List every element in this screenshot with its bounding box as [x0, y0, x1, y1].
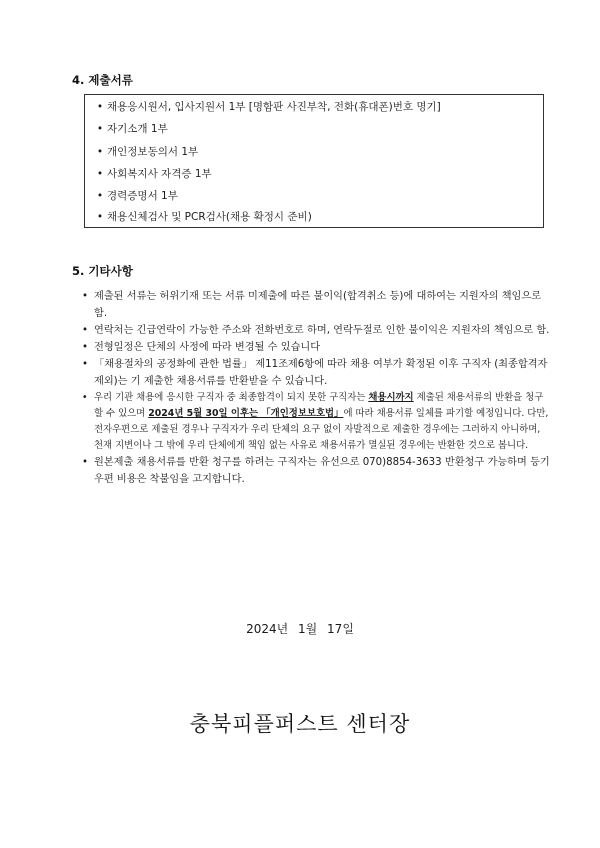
text-segment: 에 따라 채용서류 일체를 파기할 예정입니다. 다만, 전자우편으로 제출된 경우나 구직자가 우리 단체의 요구 없이 자발적으로 제출한 경우에는 그러하지 아니하며, 천재 지변이나 그 밖에 우리 단체에게 책임 없는 사유로 채용서류가 멸실된 경우에는 반환한 것으로 봅니다.	[94, 408, 549, 451]
section-4-title: 4. 제출서류	[72, 73, 133, 87]
highlight-until-hiring: 채용시까지	[368, 392, 414, 403]
document-item	[93, 99, 441, 114]
bullet-icon: •	[82, 359, 89, 370]
document-item-label: 개인정보동의서 1부	[107, 146, 199, 158]
list-item-text: 연락처는 긴급연락이 가능한 주소와 전화번호로 하며, 연락두절로 인한 불이익은 지원자의 책임으로 함.	[94, 325, 550, 336]
list-item	[82, 339, 552, 356]
document-item-label: 채용신체검사 및 PCR검사(채용 확정시 준비)	[107, 211, 312, 223]
list-item	[82, 288, 552, 322]
bullet-icon: •	[82, 457, 89, 468]
list-item-text: 원본제출 채용서류를 반환 청구를 하려는 구직자는 유선으로 070)8854-3633 반환청구 가능하며 등기우편 비용은 착불임을 고지합니다.	[94, 457, 550, 485]
bullet-icon: •	[96, 146, 104, 158]
document-item	[93, 188, 178, 203]
list-item-text	[94, 390, 552, 454]
document-item-label: 자기소개 1부	[107, 123, 168, 135]
list-item-text: 제출된 서류는 허위기재 또는 서류 미제출에 따른 불이익(합격취소 등)에 대하여는 지원자의 책임으로 함.	[94, 291, 542, 319]
list-item-text: 「채용절차의 공정화에 관한 법률」 제11조제6항에 따라 채용 여부가 확정된 이후 구직자 (최종합격자제외)는 기 제출한 채용서류를 반환받을 수 있습니다.	[94, 359, 548, 387]
bullet-icon: •	[96, 211, 104, 223]
bullet-icon: •	[82, 392, 88, 403]
document-date: 2024년 1월 17일	[246, 622, 354, 636]
document-item	[93, 166, 212, 181]
bullet-icon: •	[82, 325, 89, 336]
list-item-text: 전형일정은 단체의 사정에 따라 변경될 수 있습니다	[94, 342, 321, 353]
signature-center-director: 충북피플퍼스트 센터장	[189, 712, 411, 736]
text-segment: 우리 기관 채용에 응시한 구직자 중 최종합격이 되지 못한 구직자는	[94, 392, 369, 403]
submission-documents-box	[84, 94, 544, 228]
bullet-icon: •	[82, 342, 89, 353]
list-item	[82, 454, 552, 488]
bullet-icon: •	[96, 190, 104, 202]
list-item	[82, 322, 552, 339]
document-item-label: 경력증명서 1부	[107, 190, 178, 202]
highlight-privacy-law-date: 2024년 5월 30일 이후는 「개인정보보호법」	[148, 408, 344, 419]
document-item	[93, 209, 312, 224]
list-item	[82, 356, 552, 390]
bullet-icon: •	[96, 101, 104, 113]
document-item-label: 사회복지사 자격증 1부	[107, 168, 212, 180]
document-item-label: 채용응시원서, 입사지원서 1부 [명함판 사진부착, 전화(휴대폰)번호 명기]	[107, 101, 441, 113]
text-segment: 제출된 채용서류의 반환을 청구할 수 있으며	[94, 392, 544, 419]
bullet-icon: •	[96, 123, 104, 135]
other-notes-list	[82, 288, 552, 488]
document-item	[93, 121, 168, 136]
section-5-title: 5. 기타사항	[72, 264, 133, 278]
document-item	[93, 144, 198, 159]
list-item	[82, 390, 552, 454]
bullet-icon: •	[96, 168, 104, 180]
bullet-icon: •	[82, 291, 89, 302]
